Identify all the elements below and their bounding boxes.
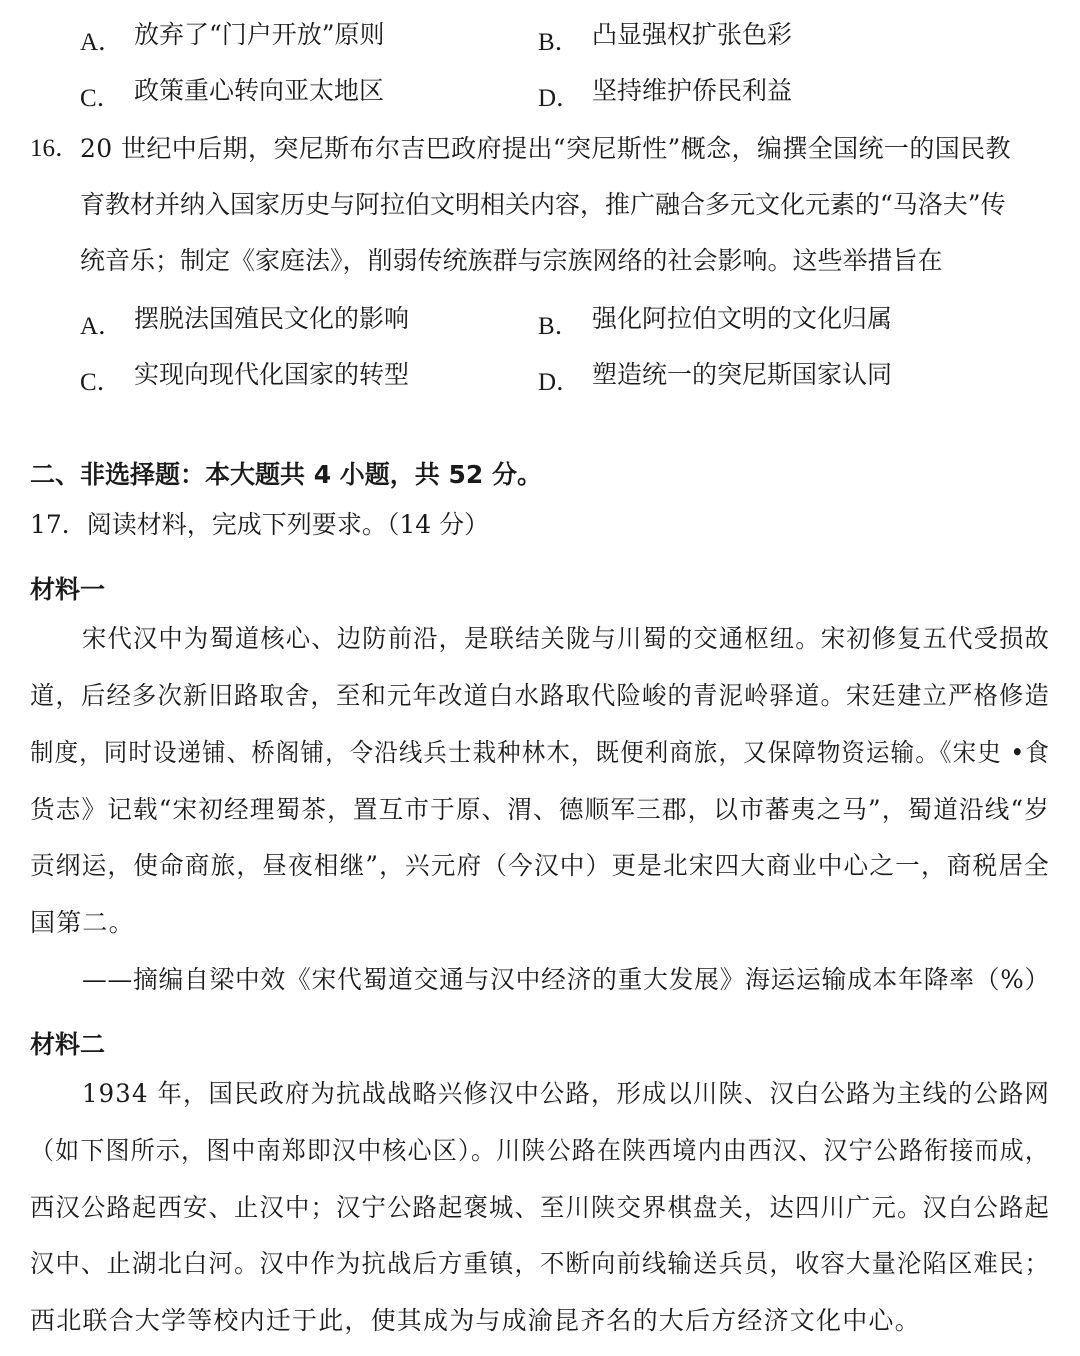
q16-option-c-letter: C． — [80, 369, 122, 396]
material-1-line-4: 货志》记载“宋初经理蜀茶，置互市于原、渭、德顺军三郡，以市蕃夷之马”，蜀道沿线“岁 — [30, 795, 1051, 824]
section-2-heading: 二、非选择题：本大题共 4 小题，共 52 分。 — [30, 460, 543, 489]
q16-option-c-text: 实现向现代化国家的转型 — [134, 360, 410, 389]
material-1-source: ——摘编自梁中效《宋代蜀道交通与汉中经济的重大发展》海运运输成本年降率（%） — [82, 965, 1051, 994]
q15-option-a-text: 放弃了“门户开放”原则 — [134, 20, 385, 49]
q15-option-c-text: 政策重心转向亚太地区 — [134, 76, 385, 105]
q16-option-a-text: 摆脱法国殖民文化的影响 — [134, 304, 410, 333]
q15-option-d-letter: D． — [538, 85, 582, 112]
material-1-line-6: 国第二。 — [30, 908, 135, 937]
q15-option-b-letter: B． — [538, 29, 580, 56]
q15-option-a-letter: A． — [80, 29, 124, 56]
q15-option-b-text: 凸显强权扩张色彩 — [592, 20, 793, 49]
q15-option-d-text: 坚持维护侨民利益 — [592, 76, 793, 105]
q16-option-d-letter: D． — [538, 369, 582, 396]
q17-stem: 17．阅读材料，完成下列要求。（14 分） — [30, 510, 490, 539]
material-1-line-3: 制度，同时设递铺、桥阁铺，令沿线兵士栽种林木，既便利商旅，又保障物资运输。《宋史 •食 — [30, 738, 1050, 767]
material-2-line-4: 汉中、止湖北白河。汉中作为抗战后方重镇，不断向前线输送兵员，收容大量沦陷区难民； — [30, 1249, 1051, 1278]
q15-option-c-letter: C． — [80, 85, 122, 112]
q16-stem-line-3: 统音乐；制定《家庭法》，削弱传统族群与宗族网络的社会影响。这些举措旨在 — [80, 246, 943, 275]
q16-stem-line-2: 育教材并纳入国家历史与阿拉伯文明相关内容，推广融合多元文化元素的“马洛夫”传 — [80, 190, 1006, 219]
material-1-line-1: 宋代汉中为蜀道核心、边防前沿，是联结关陇与川蜀的交通枢纽。宋初修复五代受损故 — [82, 624, 1051, 653]
q16-option-b-letter: B． — [538, 313, 580, 340]
q16-option-d-text: 塑造统一的突尼斯国家认同 — [592, 360, 893, 389]
q16-option-b-text: 强化阿拉伯文明的文化归属 — [592, 304, 893, 333]
material-1-title: 材料一 — [30, 575, 106, 604]
material-1-line-2: 道，后经多次新旧路取舍，至和元年改道白水路取代险峻的青泥岭驿道。宋廷建立严格修造 — [30, 681, 1051, 710]
material-1-line-5: 贡纲运，使命商旅，昼夜相继”，兴元府（今汉中）更是北宋四大商业中心之一，商税居全 — [30, 851, 1050, 880]
q16-number: 16． — [30, 135, 81, 162]
material-2-line-5: 西北联合大学等校内迁于此，使其成为与成渝昆齐名的大后方经济文化中心。 — [30, 1306, 921, 1335]
material-2-line-3: 西汉公路起西安、止汉中；汉宁公路起褒城、至川陕交界棋盘关，达四川广元。汉白公路起 — [30, 1193, 1051, 1222]
q16-option-a-letter: A． — [80, 313, 124, 340]
q16-stem-line-1: 20 世纪中后期，突尼斯布尔吉巴政府提出“突尼斯性”概念，编撰全国统一的国民教 — [80, 134, 1011, 163]
material-2-line-1: 1934 年，国民政府为抗战战略兴修汉中公路，形成以川陕、汉白公路为主线的公路网 — [82, 1079, 1051, 1108]
material-2-title: 材料二 — [30, 1030, 106, 1059]
material-2-line-2: （如下图所示，图中南郑即汉中核心区）。川陕公路在陕西境内由西汉、汉宁公路衔接而成， — [30, 1136, 1050, 1165]
